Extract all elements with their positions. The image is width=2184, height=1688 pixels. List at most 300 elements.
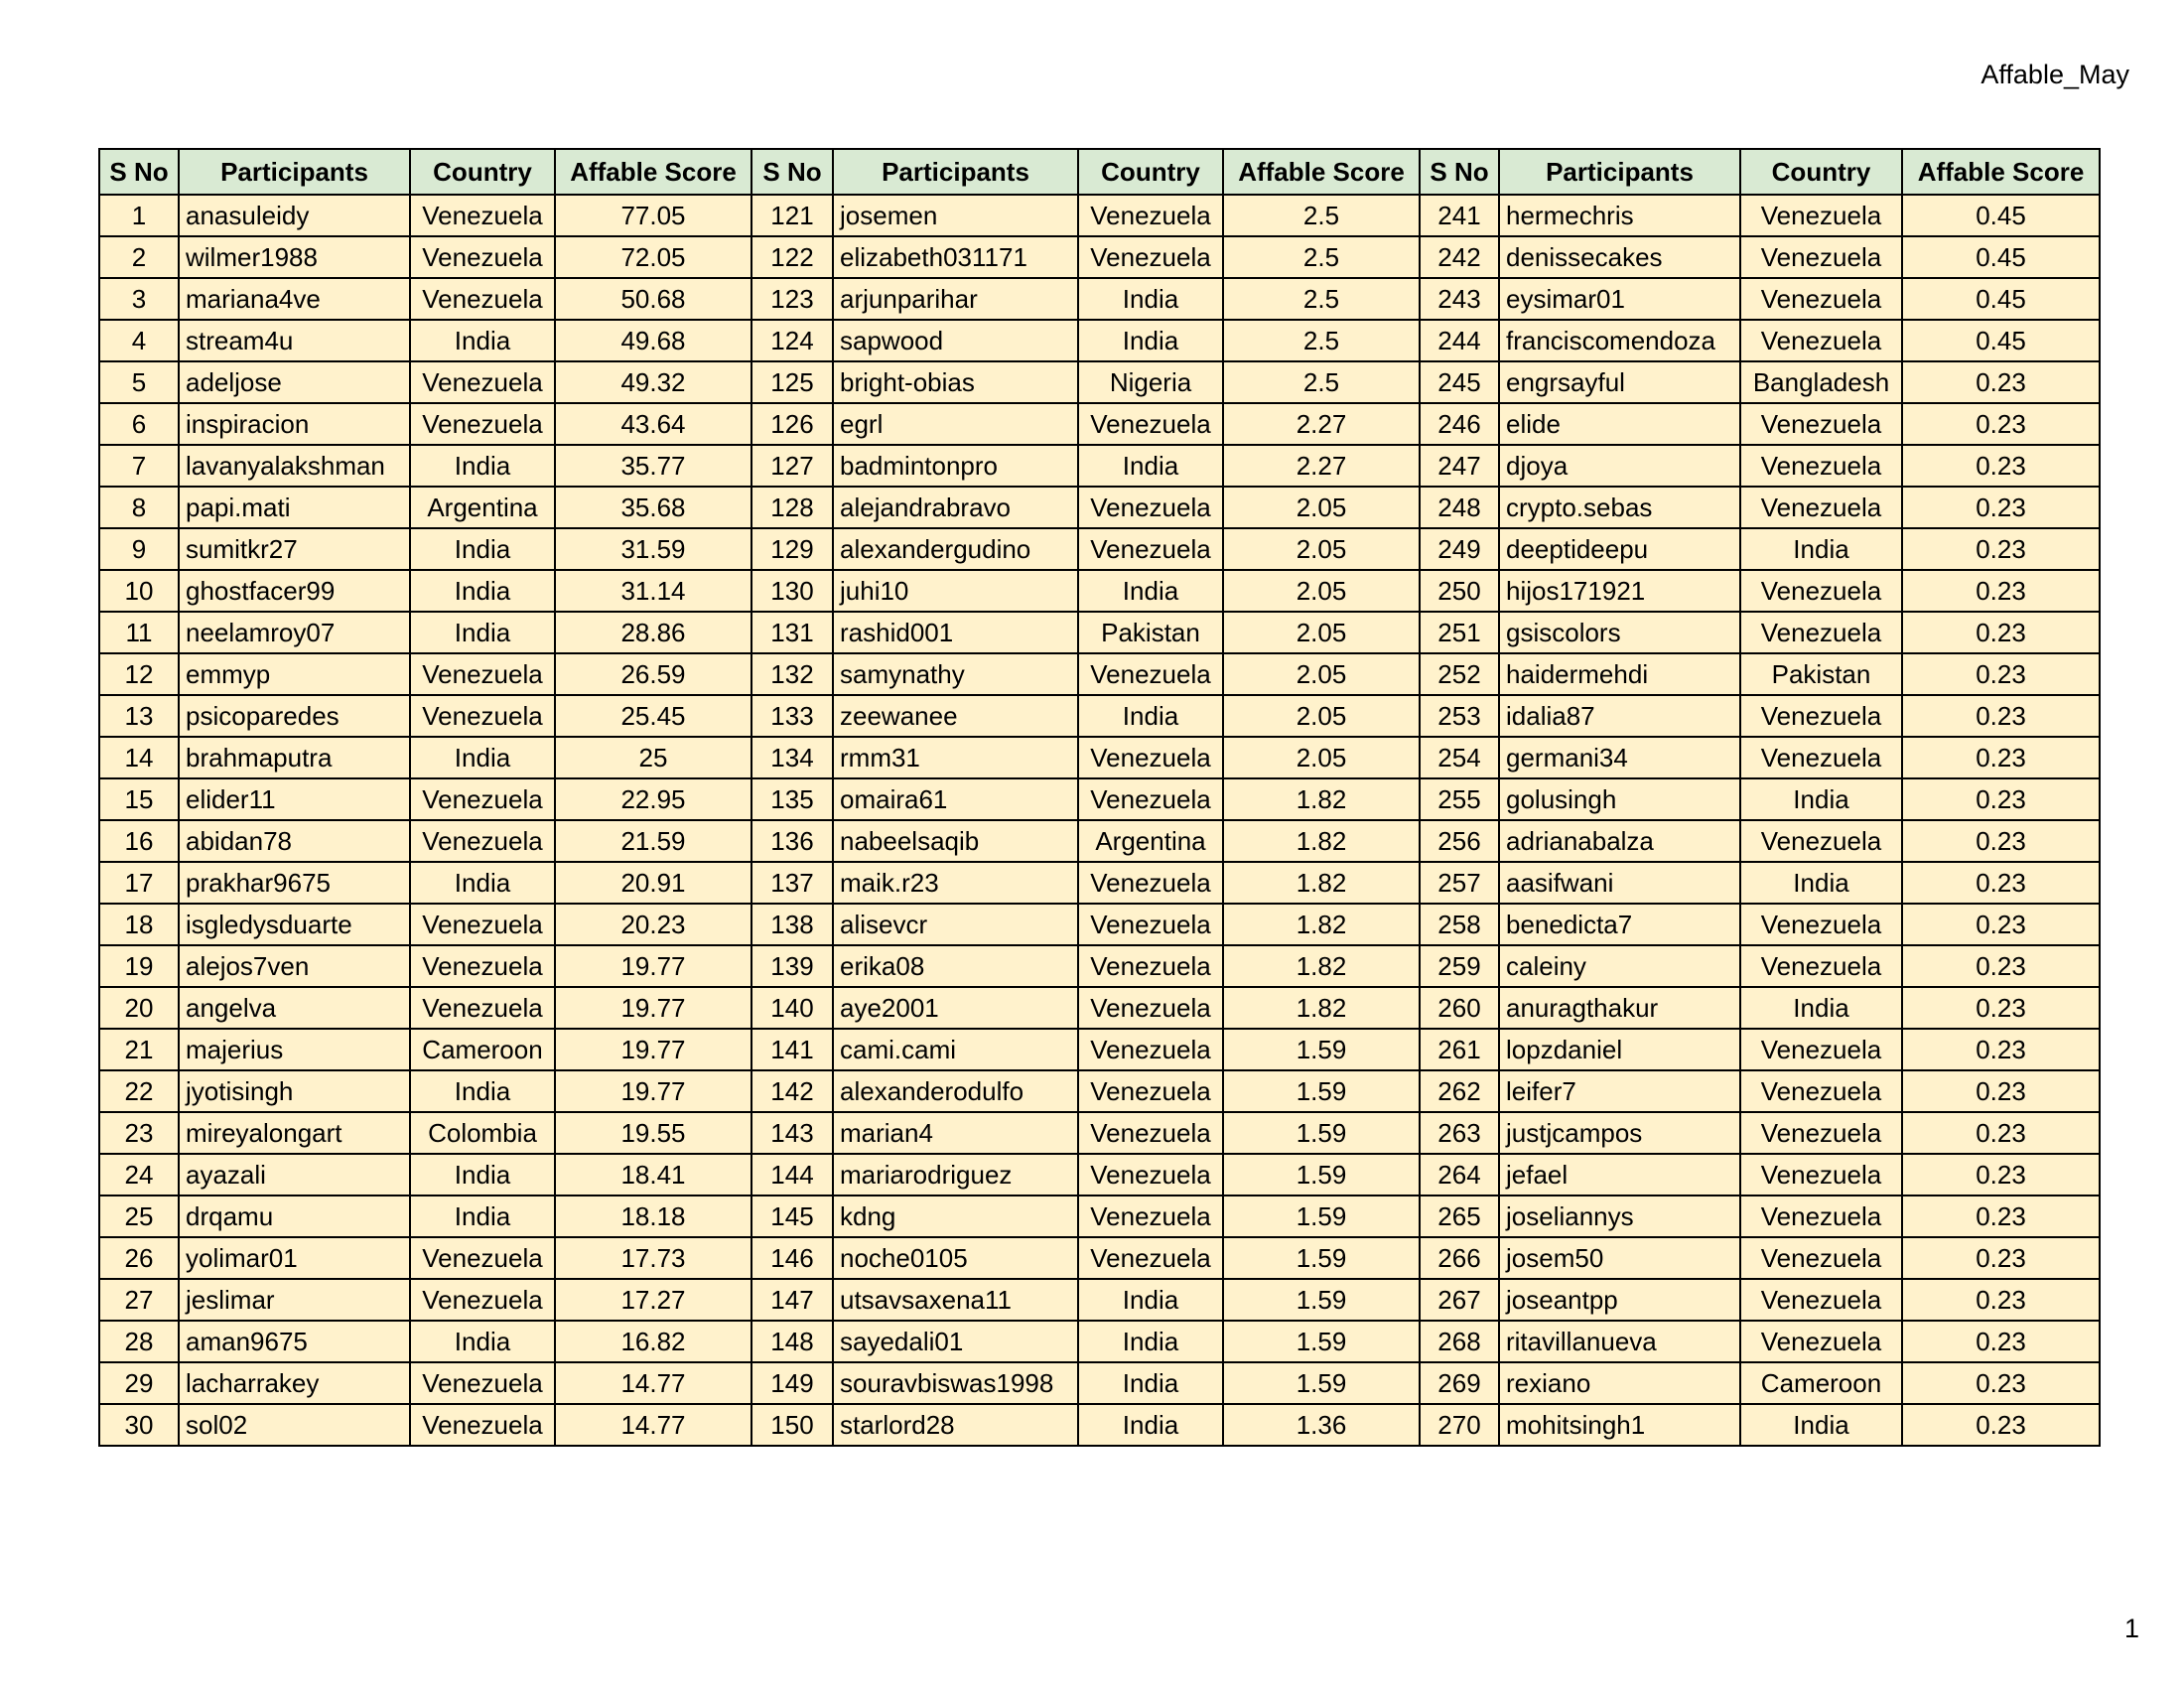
participant-cell: ghostfacer99 [179, 570, 410, 612]
country-cell: India [1078, 695, 1223, 737]
affable-score-cell: 1.59 [1223, 1279, 1420, 1321]
country-cell: Venezuela [1740, 236, 1902, 278]
sno-cell: 21 [99, 1029, 179, 1070]
country-cell: Venezuela [1078, 487, 1223, 528]
affable-score-cell: 20.91 [555, 862, 751, 904]
sno-cell: 12 [99, 653, 179, 695]
sno-cell: 259 [1420, 945, 1499, 987]
sno-cell: 1 [99, 195, 179, 236]
sno-cell: 135 [751, 778, 833, 820]
participant-cell: stream4u [179, 320, 410, 361]
affable-score-cell: 49.32 [555, 361, 751, 403]
table-row [99, 487, 2100, 528]
table-row [99, 361, 2100, 403]
sno-cell: 261 [1420, 1029, 1499, 1070]
country-cell: India [410, 1154, 555, 1196]
table-row [99, 236, 2100, 278]
affable-score-cell: 0.23 [1902, 1029, 2100, 1070]
sno-cell: 254 [1420, 737, 1499, 778]
participant-cell: denissecakes [1499, 236, 1740, 278]
affable-score-cell: 0.23 [1902, 445, 2100, 487]
sno-cell: 253 [1420, 695, 1499, 737]
participant-cell: papi.mati [179, 487, 410, 528]
participant-cell: joseliannys [1499, 1196, 1740, 1237]
country-cell: Venezuela [1740, 445, 1902, 487]
country-cell: India [410, 320, 555, 361]
country-cell: India [410, 1196, 555, 1237]
table-row [99, 695, 2100, 737]
country-cell: Venezuela [1078, 653, 1223, 695]
sno-cell: 141 [751, 1029, 833, 1070]
participant-cell: adeljose [179, 361, 410, 403]
sno-cell: 14 [99, 737, 179, 778]
participant-cell: mohitsingh1 [1499, 1404, 1740, 1446]
participant-cell: kdng [833, 1196, 1078, 1237]
participant-cell: jyotisingh [179, 1070, 410, 1112]
column-header-sno: S No [1420, 149, 1499, 195]
sno-cell: 139 [751, 945, 833, 987]
participant-cell: zeewanee [833, 695, 1078, 737]
participant-cell: joseantpp [1499, 1279, 1740, 1321]
country-cell: Venezuela [1078, 403, 1223, 445]
sno-cell: 264 [1420, 1154, 1499, 1196]
sno-cell: 147 [751, 1279, 833, 1321]
participant-cell: eysimar01 [1499, 278, 1740, 320]
affable-score-cell: 1.59 [1223, 1362, 1420, 1404]
participant-cell: alejos7ven [179, 945, 410, 987]
country-cell: Venezuela [1078, 195, 1223, 236]
sno-cell: 149 [751, 1362, 833, 1404]
country-cell: Nigeria [1078, 361, 1223, 403]
participant-cell: gsiscolors [1499, 612, 1740, 653]
country-cell: Venezuela [410, 236, 555, 278]
sno-cell: 243 [1420, 278, 1499, 320]
sno-cell: 143 [751, 1112, 833, 1154]
affable-score-cell: 1.82 [1223, 778, 1420, 820]
participant-cell: haidermehdi [1499, 653, 1740, 695]
sno-cell: 17 [99, 862, 179, 904]
sno-cell: 121 [751, 195, 833, 236]
affable-score-cell: 2.05 [1223, 695, 1420, 737]
column-header-participants: Participants [833, 149, 1078, 195]
country-cell: Venezuela [1078, 862, 1223, 904]
affable-score-cell: 0.23 [1902, 1279, 2100, 1321]
sno-cell: 136 [751, 820, 833, 862]
participant-cell: josemen [833, 195, 1078, 236]
participant-cell: omaira61 [833, 778, 1078, 820]
country-cell: Venezuela [410, 820, 555, 862]
affable-score-cell: 35.68 [555, 487, 751, 528]
affable-score-cell: 0.45 [1902, 278, 2100, 320]
participant-cell: sapwood [833, 320, 1078, 361]
participant-cell: anuragthakur [1499, 987, 1740, 1029]
participant-cell: angelva [179, 987, 410, 1029]
table-row [99, 778, 2100, 820]
sno-cell: 128 [751, 487, 833, 528]
sno-cell: 257 [1420, 862, 1499, 904]
sno-cell: 265 [1420, 1196, 1499, 1237]
affable-score-cell: 0.23 [1902, 820, 2100, 862]
participant-cell: yolimar01 [179, 1237, 410, 1279]
affable-score-cell: 1.59 [1223, 1237, 1420, 1279]
affable-score-cell: 0.23 [1902, 862, 2100, 904]
sno-cell: 123 [751, 278, 833, 320]
affable-score-cell: 2.5 [1223, 278, 1420, 320]
sno-cell: 269 [1420, 1362, 1499, 1404]
participant-cell: samynathy [833, 653, 1078, 695]
participant-cell: deeptideepu [1499, 528, 1740, 570]
affable-score-cell: 0.23 [1902, 361, 2100, 403]
participant-cell: elider11 [179, 778, 410, 820]
sno-cell: 8 [99, 487, 179, 528]
country-cell: Venezuela [1740, 570, 1902, 612]
affable-score-cell: 31.14 [555, 570, 751, 612]
sno-cell: 18 [99, 904, 179, 945]
affable-score-cell: 1.82 [1223, 862, 1420, 904]
country-cell: Venezuela [1740, 612, 1902, 653]
affable-score-cell: 14.77 [555, 1404, 751, 1446]
country-cell: Venezuela [410, 278, 555, 320]
affable-score-cell: 0.45 [1902, 236, 2100, 278]
country-cell: Argentina [410, 487, 555, 528]
sno-cell: 258 [1420, 904, 1499, 945]
table-row [99, 1154, 2100, 1196]
affable-score-cell: 2.5 [1223, 361, 1420, 403]
participant-cell: utsavsaxena11 [833, 1279, 1078, 1321]
table-row [99, 1196, 2100, 1237]
participant-cell: neelamroy07 [179, 612, 410, 653]
participant-cell: alejandrabravo [833, 487, 1078, 528]
country-cell: India [410, 1070, 555, 1112]
affable-score-cell: 1.82 [1223, 987, 1420, 1029]
country-cell: Venezuela [1078, 1112, 1223, 1154]
page-header-title: Affable_May [1980, 60, 2129, 89]
table-row [99, 820, 2100, 862]
participant-cell: mariarodriguez [833, 1154, 1078, 1196]
sno-cell: 140 [751, 987, 833, 1029]
affable-score-cell: 0.23 [1902, 904, 2100, 945]
affable-score-cell: 0.23 [1902, 612, 2100, 653]
affable-score-cell: 19.77 [555, 945, 751, 987]
participant-cell: starlord28 [833, 1404, 1078, 1446]
country-cell: Venezuela [1078, 236, 1223, 278]
affable-score-cell: 2.05 [1223, 487, 1420, 528]
sno-cell: 131 [751, 612, 833, 653]
affable-score-cell: 1.36 [1223, 1404, 1420, 1446]
affable-score-cell: 50.68 [555, 278, 751, 320]
country-cell: India [1078, 1321, 1223, 1362]
country-cell: Venezuela [410, 361, 555, 403]
sno-cell: 250 [1420, 570, 1499, 612]
country-cell: India [1740, 528, 1902, 570]
sno-cell: 256 [1420, 820, 1499, 862]
table-row [99, 570, 2100, 612]
participant-cell: egrl [833, 403, 1078, 445]
affable-score-cell: 0.23 [1902, 1196, 2100, 1237]
affable-score-cell: 43.64 [555, 403, 751, 445]
country-cell: Venezuela [1740, 1321, 1902, 1362]
table-row [99, 278, 2100, 320]
affable-score-cell: 19.77 [555, 1070, 751, 1112]
sno-cell: 16 [99, 820, 179, 862]
country-cell: India [1078, 570, 1223, 612]
country-cell: India [1078, 1404, 1223, 1446]
participant-cell: emmyp [179, 653, 410, 695]
participant-cell: noche0105 [833, 1237, 1078, 1279]
country-cell: Venezuela [1078, 528, 1223, 570]
affable-score-cell: 35.77 [555, 445, 751, 487]
participant-cell: badmintonpro [833, 445, 1078, 487]
table-row [99, 945, 2100, 987]
affable-score-cell: 2.05 [1223, 528, 1420, 570]
participant-cell: elizabeth031171 [833, 236, 1078, 278]
table-row [99, 195, 2100, 236]
column-header-affable-score: Affable Score [1223, 149, 1420, 195]
participant-cell: erika08 [833, 945, 1078, 987]
table-row [99, 403, 2100, 445]
participant-cell: prakhar9675 [179, 862, 410, 904]
country-cell: India [410, 1321, 555, 1362]
country-cell: Venezuela [1078, 1196, 1223, 1237]
sno-cell: 27 [99, 1279, 179, 1321]
participant-cell: leifer7 [1499, 1070, 1740, 1112]
participant-cell: ritavillanueva [1499, 1321, 1740, 1362]
sno-cell: 23 [99, 1112, 179, 1154]
affable-score-cell: 19.77 [555, 1029, 751, 1070]
column-header-participants: Participants [179, 149, 410, 195]
column-header-affable-score: Affable Score [555, 149, 751, 195]
sno-cell: 29 [99, 1362, 179, 1404]
table-row [99, 1404, 2100, 1446]
sno-cell: 150 [751, 1404, 833, 1446]
affable-score-cell: 0.23 [1902, 695, 2100, 737]
affable-score-cell: 0.23 [1902, 1404, 2100, 1446]
sno-cell: 10 [99, 570, 179, 612]
participant-cell: alisevcr [833, 904, 1078, 945]
affable-score-cell: 18.18 [555, 1196, 751, 1237]
participant-cell: germani34 [1499, 737, 1740, 778]
table-row [99, 528, 2100, 570]
participant-cell: sol02 [179, 1404, 410, 1446]
table-row [99, 1029, 2100, 1070]
affable-score-cell: 1.59 [1223, 1196, 1420, 1237]
affable-score-cell: 2.27 [1223, 445, 1420, 487]
sno-cell: 260 [1420, 987, 1499, 1029]
participant-cell: aman9675 [179, 1321, 410, 1362]
participant-cell: abidan78 [179, 820, 410, 862]
sno-cell: 142 [751, 1070, 833, 1112]
affable-score-cell: 2.05 [1223, 570, 1420, 612]
participant-cell: rexiano [1499, 1362, 1740, 1404]
table-row [99, 1237, 2100, 1279]
affable-score-cell: 19.77 [555, 987, 751, 1029]
country-cell: Venezuela [1078, 1154, 1223, 1196]
participants-table [98, 148, 2101, 1447]
affable-score-cell: 17.73 [555, 1237, 751, 1279]
sno-cell: 2 [99, 236, 179, 278]
sno-cell: 138 [751, 904, 833, 945]
sno-cell: 22 [99, 1070, 179, 1112]
participant-cell: alexandergudino [833, 528, 1078, 570]
table-row [99, 320, 2100, 361]
participant-cell: hijos171921 [1499, 570, 1740, 612]
affable-score-cell: 0.23 [1902, 1154, 2100, 1196]
participant-cell: drqamu [179, 1196, 410, 1237]
participant-cell: majerius [179, 1029, 410, 1070]
participant-cell: justjcampos [1499, 1112, 1740, 1154]
country-cell: Cameroon [410, 1029, 555, 1070]
participant-cell: rashid001 [833, 612, 1078, 653]
affable-score-cell: 0.23 [1902, 1070, 2100, 1112]
affable-score-cell: 0.23 [1902, 570, 2100, 612]
country-cell: Venezuela [1740, 1070, 1902, 1112]
affable-score-cell: 26.59 [555, 653, 751, 695]
affable-score-cell: 0.23 [1902, 1362, 2100, 1404]
country-cell: Pakistan [1078, 612, 1223, 653]
participant-cell: golusingh [1499, 778, 1740, 820]
country-cell: India [1740, 987, 1902, 1029]
sno-cell: 11 [99, 612, 179, 653]
country-cell: India [1740, 778, 1902, 820]
sno-cell: 125 [751, 361, 833, 403]
country-cell: India [1078, 278, 1223, 320]
country-cell: Pakistan [1740, 653, 1902, 695]
table-row [99, 1112, 2100, 1154]
country-cell: Venezuela [1740, 1029, 1902, 1070]
country-cell: Venezuela [1740, 1196, 1902, 1237]
affable-score-cell: 0.23 [1902, 403, 2100, 445]
sno-cell: 241 [1420, 195, 1499, 236]
sno-cell: 267 [1420, 1279, 1499, 1321]
participant-cell: anasuleidy [179, 195, 410, 236]
participant-cell: engrsayful [1499, 361, 1740, 403]
table-row [99, 1070, 2100, 1112]
sno-cell: 24 [99, 1154, 179, 1196]
participant-cell: benedicta7 [1499, 904, 1740, 945]
country-cell: Venezuela [410, 403, 555, 445]
country-cell: Venezuela [410, 778, 555, 820]
country-cell: Venezuela [410, 195, 555, 236]
participant-cell: marian4 [833, 1112, 1078, 1154]
participant-cell: maik.r23 [833, 862, 1078, 904]
affable-score-cell: 2.5 [1223, 236, 1420, 278]
affable-score-cell: 0.23 [1902, 487, 2100, 528]
affable-score-cell: 1.82 [1223, 904, 1420, 945]
sno-cell: 145 [751, 1196, 833, 1237]
affable-score-cell: 0.23 [1902, 653, 2100, 695]
country-cell: Venezuela [410, 653, 555, 695]
sno-cell: 26 [99, 1237, 179, 1279]
sno-cell: 144 [751, 1154, 833, 1196]
affable-score-cell: 2.05 [1223, 612, 1420, 653]
participant-cell: bright-obias [833, 361, 1078, 403]
sno-cell: 7 [99, 445, 179, 487]
sno-cell: 20 [99, 987, 179, 1029]
country-cell: Venezuela [410, 1279, 555, 1321]
affable-score-cell: 0.45 [1902, 195, 2100, 236]
participant-cell: josem50 [1499, 1237, 1740, 1279]
participant-cell: lavanyalakshman [179, 445, 410, 487]
country-cell: Venezuela [1740, 487, 1902, 528]
sno-cell: 133 [751, 695, 833, 737]
country-cell: Venezuela [410, 695, 555, 737]
page-number: 1 [2123, 1614, 2139, 1643]
column-header-country: Country [1078, 149, 1223, 195]
sno-cell: 251 [1420, 612, 1499, 653]
country-cell: India [1740, 862, 1902, 904]
participant-cell: alexanderodulfo [833, 1070, 1078, 1112]
country-cell: Venezuela [1740, 320, 1902, 361]
sno-cell: 132 [751, 653, 833, 695]
affable-score-cell: 17.27 [555, 1279, 751, 1321]
participant-cell: sayedali01 [833, 1321, 1078, 1362]
country-cell: India [1078, 320, 1223, 361]
sno-cell: 3 [99, 278, 179, 320]
affable-score-cell: 1.59 [1223, 1070, 1420, 1112]
country-cell: India [410, 528, 555, 570]
affable-score-cell: 25.45 [555, 695, 751, 737]
sno-cell: 13 [99, 695, 179, 737]
sno-cell: 28 [99, 1321, 179, 1362]
sno-cell: 130 [751, 570, 833, 612]
country-cell: Venezuela [1078, 737, 1223, 778]
country-cell: Venezuela [410, 1237, 555, 1279]
affable-score-cell: 2.5 [1223, 320, 1420, 361]
country-cell: Venezuela [1740, 195, 1902, 236]
country-cell: Venezuela [1740, 945, 1902, 987]
country-cell: Venezuela [1078, 778, 1223, 820]
participant-cell: nabeelsaqib [833, 820, 1078, 862]
sno-cell: 263 [1420, 1112, 1499, 1154]
participant-cell: jefael [1499, 1154, 1740, 1196]
affable-score-cell: 0.23 [1902, 1321, 2100, 1362]
country-cell: Venezuela [1078, 945, 1223, 987]
sno-cell: 124 [751, 320, 833, 361]
affable-score-cell: 0.23 [1902, 987, 2100, 1029]
sno-cell: 4 [99, 320, 179, 361]
sno-cell: 127 [751, 445, 833, 487]
sno-cell: 137 [751, 862, 833, 904]
participant-cell: souravbiswas1998 [833, 1362, 1078, 1404]
participant-cell: aye2001 [833, 987, 1078, 1029]
affable-score-cell: 28.86 [555, 612, 751, 653]
participant-cell: mariana4ve [179, 278, 410, 320]
country-cell: Venezuela [1078, 987, 1223, 1029]
country-cell: Venezuela [1740, 1237, 1902, 1279]
country-cell: Venezuela [1740, 278, 1902, 320]
table-row [99, 904, 2100, 945]
country-cell: Venezuela [410, 904, 555, 945]
affable-score-cell: 1.59 [1223, 1112, 1420, 1154]
country-cell: Venezuela [410, 1404, 555, 1446]
sno-cell: 244 [1420, 320, 1499, 361]
country-cell: Venezuela [1740, 1279, 1902, 1321]
affable-score-cell: 20.23 [555, 904, 751, 945]
table-row [99, 737, 2100, 778]
table-row [99, 1279, 2100, 1321]
country-cell: India [410, 570, 555, 612]
sno-cell: 25 [99, 1196, 179, 1237]
affable-score-cell: 16.82 [555, 1321, 751, 1362]
table-row [99, 612, 2100, 653]
affable-score-cell: 0.23 [1902, 528, 2100, 570]
country-cell: India [1078, 1362, 1223, 1404]
country-cell: Venezuela [1740, 904, 1902, 945]
table-row [99, 987, 2100, 1029]
affable-score-cell: 31.59 [555, 528, 751, 570]
sno-cell: 246 [1420, 403, 1499, 445]
participant-cell: adrianabalza [1499, 820, 1740, 862]
